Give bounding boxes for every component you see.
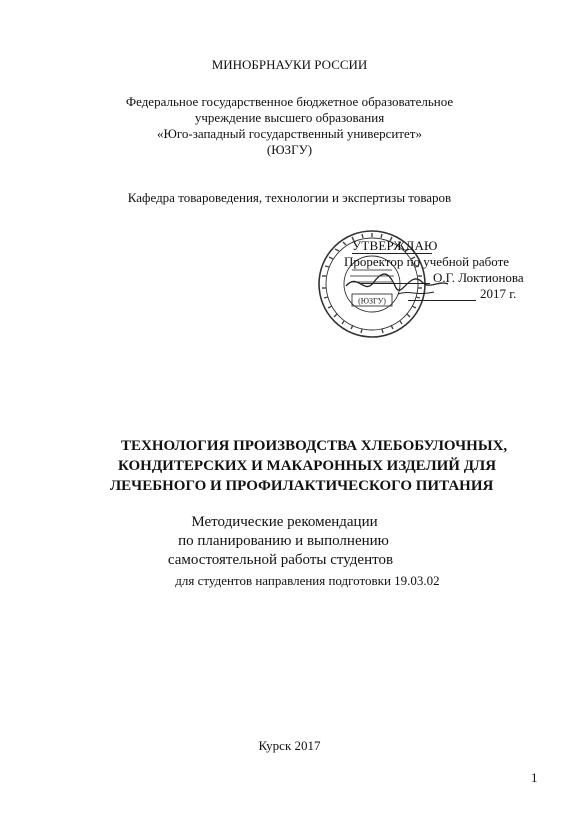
subtitle-line-2: по планированию и выполнению: [178, 533, 389, 549]
city-year: Курск 2017: [258, 738, 321, 753]
signature-icon: [338, 252, 468, 308]
direction-line: для студентов направления подготовки 19.03.02: [175, 573, 440, 588]
svg-text:(ЮЗГУ): (ЮЗГУ): [358, 296, 386, 306]
department-name: Кафедра товароведения, технологии и экспертизы товаров: [127, 190, 452, 205]
approval-name: О.Г. Локтионова: [433, 270, 524, 285]
approval-position: Проректор по учебной работе: [344, 254, 510, 269]
institution-line-1: Федеральное государственное бюджетное образовательное: [125, 94, 454, 109]
approval-title: УТВЕРЖДАЮ: [352, 238, 438, 253]
ministry-name: МИНОБРНАУКИ РОССИИ: [211, 57, 368, 72]
subtitle-line-1: Методические рекомендации: [191, 514, 378, 530]
approval-date: 2017 г.: [480, 286, 517, 301]
title-line-2: КОНДИТЕРСКИХ И МАКАРОННЫХ ИЗДЕЛИЙ ДЛЯ: [118, 458, 497, 474]
institution-abbr: (ЮЗГУ): [266, 142, 313, 157]
title-line-1: ТЕХНОЛОГИЯ ПРОИЗВОДСТВА ХЛЕБОБУЛОЧНЫХ,: [121, 438, 508, 454]
page-number: 1: [531, 770, 538, 785]
institution-line-2: учреждение высшего образования: [194, 110, 385, 125]
institution-line-3: «Юго-западный государственный университет»: [157, 126, 422, 141]
title-line-3: ЛЕЧЕБНОГО И ПРОФИЛАКТИЧЕСКОГО ПИТАНИЯ: [110, 478, 494, 494]
subtitle-line-3: самостоятельной работы студентов: [167, 552, 394, 568]
